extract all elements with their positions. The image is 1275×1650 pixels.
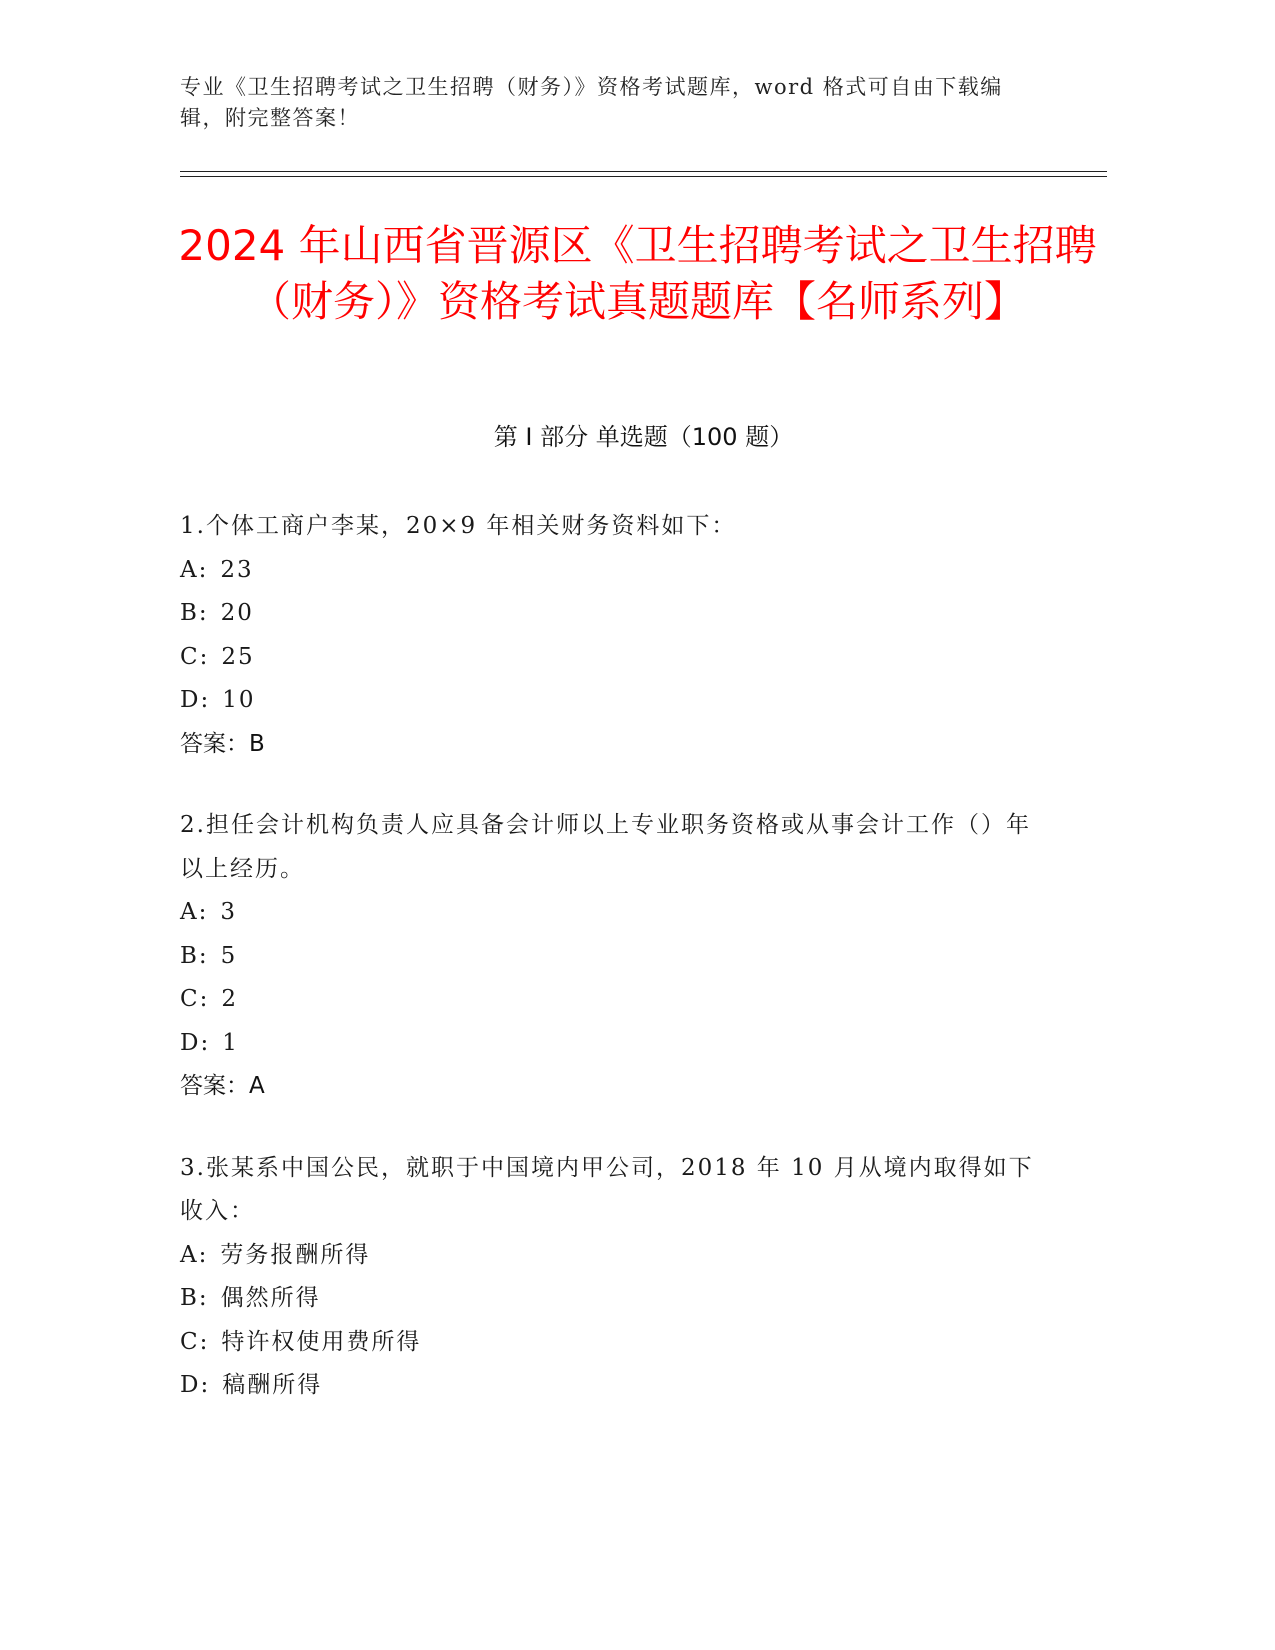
question-stem: 1.个体工商户李某，20×9 年相关财务资料如下： <box>180 513 737 539</box>
option-a <box>180 549 1050 593</box>
option-text: 10 <box>222 687 256 713</box>
option-text: 23 <box>220 556 254 583</box>
option-text: 2 <box>221 986 238 1012</box>
question-2 <box>180 804 1050 1109</box>
option-letter: B: <box>180 1285 209 1311</box>
option-text: 5 <box>220 942 238 969</box>
header-divider <box>180 171 1107 177</box>
option-text: 劳务报酬所得 <box>220 1241 371 1268</box>
option-d <box>180 679 1050 723</box>
option-text: 偶然所得 <box>220 1285 321 1311</box>
option-text: 25 <box>221 643 255 670</box>
option-d <box>180 1022 1050 1066</box>
option-letter: A: <box>180 1241 209 1268</box>
question-stem: 2.担任会计机构负责人应具备会计师以上专业职务资格或从事会计工作（）年以上经历。 <box>180 812 1031 882</box>
answer-line: 答案：A <box>180 1073 265 1099</box>
option-letter: C: <box>180 1328 210 1355</box>
option-text: 1 <box>222 1029 239 1056</box>
answer-line: 答案：B <box>180 730 265 757</box>
document-title: 2024 年山西省晋源区《卫生招聘考试之卫生招聘（财务）》资格考试真题题库【名师系列】 <box>178 221 1097 326</box>
option-c <box>180 978 1050 1022</box>
option-a <box>180 891 1050 935</box>
option-d <box>180 1364 1050 1408</box>
option-a <box>180 1234 1050 1278</box>
option-letter: D: <box>180 687 211 713</box>
option-letter: D: <box>180 1372 211 1398</box>
question-list <box>180 505 1050 1446</box>
option-text: 3 <box>220 899 237 925</box>
option-letter: A: <box>180 899 209 925</box>
option-letter: B: <box>180 600 209 626</box>
question-3 <box>180 1147 1050 1408</box>
section-heading: 第 I 部分 单选题（100 题） <box>493 423 794 451</box>
option-c <box>180 636 1050 680</box>
header-note: 专业《卫生招聘考试之卫生招聘（财务）》资格考试题库，word 格式可自由下载编辑，附完整答案！ <box>180 75 1003 130</box>
option-b <box>180 935 1050 979</box>
question-1 <box>180 505 1050 766</box>
option-c <box>180 1321 1050 1365</box>
question-stem: 3.张某系中国公民，就职于中国境内甲公司，2018 年 10 月从境内取得如下收入： <box>180 1154 1034 1224</box>
option-letter: C: <box>180 643 210 670</box>
option-text: 特许权使用费所得 <box>221 1328 422 1355</box>
option-letter: C: <box>180 986 210 1012</box>
option-letter: B: <box>180 942 209 969</box>
option-b <box>180 592 1050 636</box>
option-letter: A: <box>180 556 209 583</box>
option-text: 20 <box>220 600 254 626</box>
option-text: 稿酬所得 <box>222 1372 323 1398</box>
option-letter: D: <box>180 1029 211 1056</box>
option-b <box>180 1277 1050 1321</box>
